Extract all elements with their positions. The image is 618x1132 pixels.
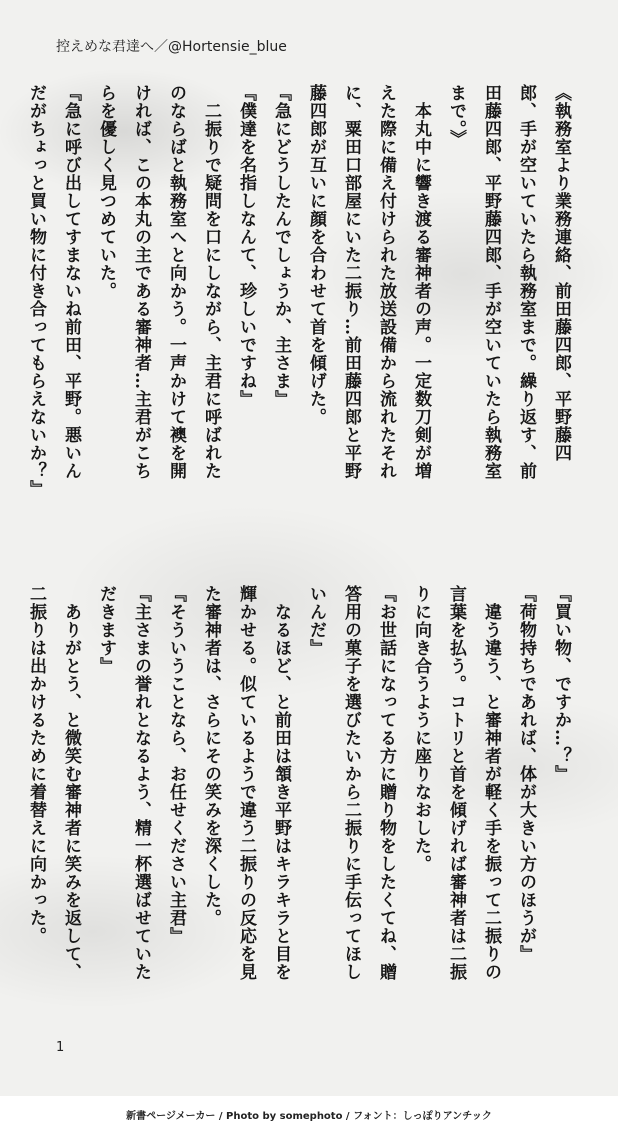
page-header: 控えめな君達へ／@Hortensie_blue <box>56 39 287 55</box>
text-line: 答用の菓子を選びたいから二振りに手伝ってほし <box>341 585 361 981</box>
text-line: 郎、手が空いていたら執務室まで。繰り返す、前 <box>516 84 536 480</box>
text-line: りに向き合うように座りなおした。 <box>411 585 431 873</box>
text-line: に、粟田口部屋にいた二振り…前田藤四郎と平野 <box>341 84 361 480</box>
text-line: 『お世話になってる方に贈り物をしたくてね、贈 <box>376 585 396 981</box>
text-line: 『急にどうしたんでしょうか、主さま』 <box>271 84 291 408</box>
text-line: 二振りは出かけるために着替えに向かった。 <box>26 585 46 945</box>
text-line: 《執務室より業務連絡、前田藤四郎、平野藤四 <box>551 84 571 462</box>
text-line: 二振りで疑問を口にしながら、主君に呼ばれた <box>201 84 221 480</box>
text-line: 藤四郎が互いに顔を合わせて首を傾げた。 <box>306 84 326 426</box>
text-line: ありがとう、と微笑む審神者に笑みを返して、 <box>61 585 81 981</box>
text-line: 輝かせる。似ているようで違う二振りの反応を見 <box>236 585 256 981</box>
page-number: 1 <box>56 1040 65 1055</box>
text-line: 本丸中に響き渡る審神者の声。一定数刀剣が増 <box>411 84 431 480</box>
text-line: 『買い物、ですか…？』 <box>551 585 571 783</box>
text-line: いんだ』 <box>306 585 326 657</box>
text-line: らを優しく見つめていた。 <box>96 84 116 300</box>
text-line: えた際に備え付けられた放送設備から流れたそれ <box>376 84 396 480</box>
text-line: まで。》 <box>446 84 466 148</box>
text-line: 『僕達を名指しなんて、珍しいですね』 <box>236 84 256 408</box>
lower-text-block <box>26 585 578 1005</box>
text-line: 『主さまの誉れとなるよう、精一杯選ばせていた <box>131 585 151 981</box>
text-line: だがちょっと買い物に付き合ってもらえないか？』 <box>26 84 46 498</box>
footer-credit-text: 新書ページメーカー / Photo by somephoto / フォント：しっぽりアンチック <box>126 1110 492 1122</box>
text-line: 『そういうことなら、お任せください主君』 <box>166 585 186 945</box>
text-line: なるほど、と前田は頷き平野はキラキラと目を <box>271 585 291 981</box>
text-line: 違う違う、と審神者が軽く手を振って二振りの <box>481 585 501 981</box>
footer-credit <box>0 1096 618 1132</box>
text-line: のならばと執務室へと向かう。一声かけて襖を開 <box>166 84 186 480</box>
text-line: た審神者は、さらにその笑みを深くした。 <box>201 585 221 927</box>
text-line: 『荷物持ちであれば、体が大きい方のほうが』 <box>516 585 536 963</box>
text-line: 言葉を払う。コトリと首を傾げれば審神者は二振 <box>446 585 466 981</box>
text-line: 『急に呼び出してすまないね前田、平野。悪いん <box>61 84 81 480</box>
text-line: 田藤四郎、平野藤四郎、手が空いていたら執務室 <box>481 84 501 480</box>
text-line: だきます』 <box>96 585 116 675</box>
upper-text-block <box>26 84 578 544</box>
text-line: ければ、この本丸の主である審神者…主君がこち <box>131 84 151 480</box>
